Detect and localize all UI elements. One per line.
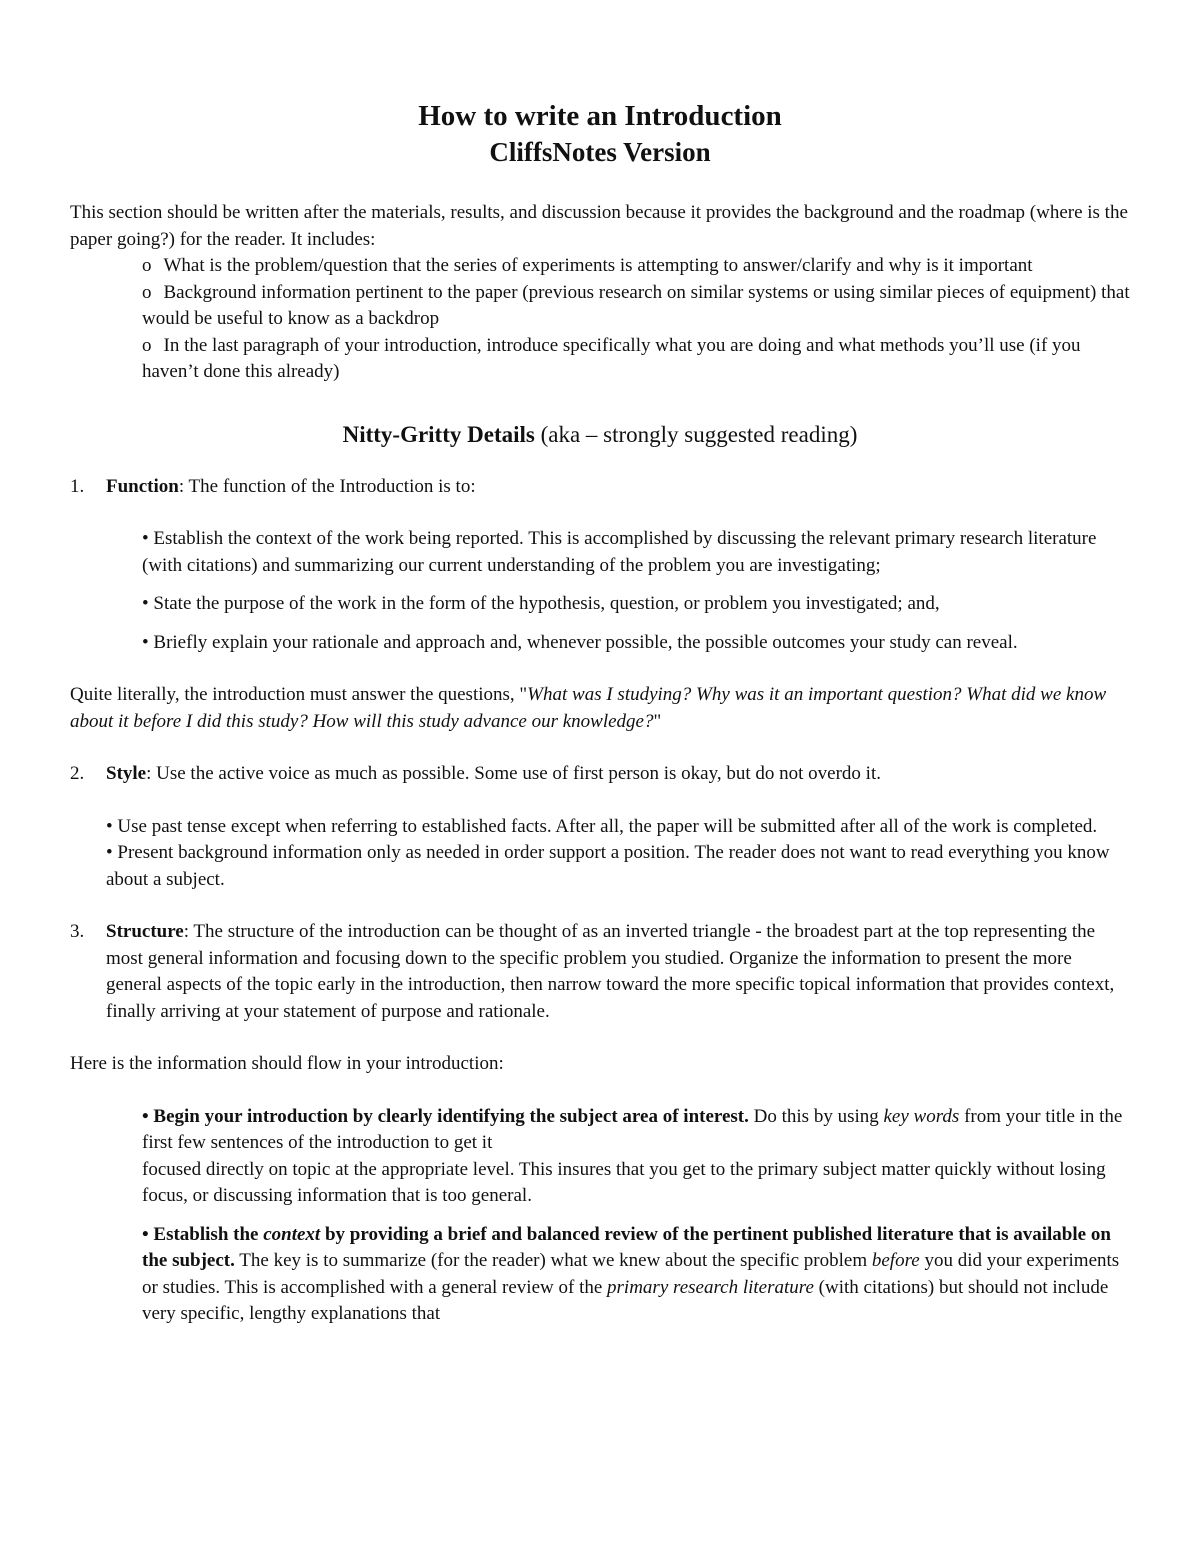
list-item — [142, 280, 1130, 333]
style-label: Style — [106, 763, 147, 784]
intro-paragraph: This section should be written after the materials, results, and discussion because it provides the background and the roadmap (where is the paper going?) for the reader. It includes: — [70, 202, 1128, 250]
bullet-text: Background information pertinent to the paper (previous research on similar systems or using similar pieces of equipment) that would be useful to know as a backdrop — [142, 281, 1130, 329]
bullet-text: In the last paragraph of your introduction, introduce specifically what you are doing and what methods you’ll use (if you haven’t done this already) — [142, 334, 1081, 382]
flow-lead: Here is the information should flow in your introduction: — [70, 1053, 504, 1074]
list-item: • Briefly explain your rationale and approach and, whenever possible, the possible outcomes your study can reveal. — [142, 631, 1018, 653]
section-heading-bold: Nitty-Gritty Details — [342, 421, 535, 447]
function-text: : The function of the Introduction is to: — [178, 475, 476, 497]
list-item — [142, 253, 1130, 280]
list-item: • State the purpose of the work in the form of the hypothesis, question, or problem you investigated; and, — [142, 593, 940, 614]
questions-paragraph — [70, 682, 1130, 735]
bullet-marker: o — [142, 334, 152, 356]
style-text: : Use the active voice as much as possible. Some use of first person is okay, but do not overdo it. — [146, 763, 881, 784]
intro-bullet-list — [142, 253, 1130, 386]
questions-tail: " — [653, 710, 662, 732]
list-item: • Establish the context of the work being reported. This is accomplished by discussing the relevant primary research literature (with citations) and summarizing our current understanding of the problem you are investigating; — [142, 528, 1097, 576]
page-title: How to write an Introduction — [418, 100, 782, 132]
structure-text: : The structure of the introduction can be thought of as an inverted triangle - the broadest part at the top representing the most general information and focusing down to the specific problem you studied. Organize the information to present the more general aspects of the topic early in the introduction, then narrow toward the more specific topical information that provides context, finally arriving at your statement of purpose and rationale. — [106, 921, 1115, 1022]
function-label: Function — [106, 475, 179, 497]
questions-italic: What was I studying? Why was it an important question? What did we know about it before I did this study? How will this study advance our knowledge? — [70, 684, 1107, 732]
flow-item-2: • Establish the context by providing a brief and balanced review of the pertinent published literature that is available on the subject. The key is to summarize (for the reader) what we knew about the specific problem before you did your experiments or studies. This is accomplished with a general review of the primary research literature (with citations) but should not include very specific, lengthy explanations that — [142, 1223, 1120, 1324]
structure-label: Structure — [106, 921, 184, 942]
bullet-marker: o — [142, 255, 152, 276]
section-heading — [70, 420, 1130, 450]
list-item: • Present background information only as needed in order support a position. The reader does not want to read everything you know about a subject. — [106, 842, 1110, 890]
item-number: 2. — [70, 763, 85, 784]
flow-item-1-bold: • Begin your introduction by clearly identifying the subject area of interest. — [142, 1105, 749, 1127]
function-item — [70, 474, 1130, 501]
page-subtitle: CliffsNotes Version — [489, 137, 711, 167]
list-item — [142, 333, 1130, 386]
style-bullet-list — [106, 814, 1130, 894]
item-number: 3. — [70, 921, 85, 942]
function-bullet-list — [142, 526, 1130, 656]
style-item — [70, 761, 1130, 788]
structure-item — [70, 919, 1130, 1025]
flow-item-1: • Begin your introduction by clearly identifying the subject area of interest. Do this by using key words from your title in the first few sentences of the introduction to get it focused directly on topic at the appropriate level. This insures that you get to the primary subject matter quickly without losing focus, or discussing information that is too general. — [142, 1105, 1123, 1206]
bullet-marker: o — [142, 281, 152, 303]
questions-lead: Quite literally, the introduction must answer the questions, " — [70, 684, 528, 705]
item-number: 1. — [70, 475, 85, 497]
section-heading-rest: (aka – strongly suggested reading) — [534, 421, 858, 447]
document-page — [70, 98, 1130, 1328]
bullet-text: What is the problem/question that the series of experiments is attempting to answer/clarify and why is it important — [163, 255, 1033, 276]
list-item: • Use past tense except when referring to established facts. After all, the paper will be submitted after all of the work is completed. — [106, 815, 1098, 837]
